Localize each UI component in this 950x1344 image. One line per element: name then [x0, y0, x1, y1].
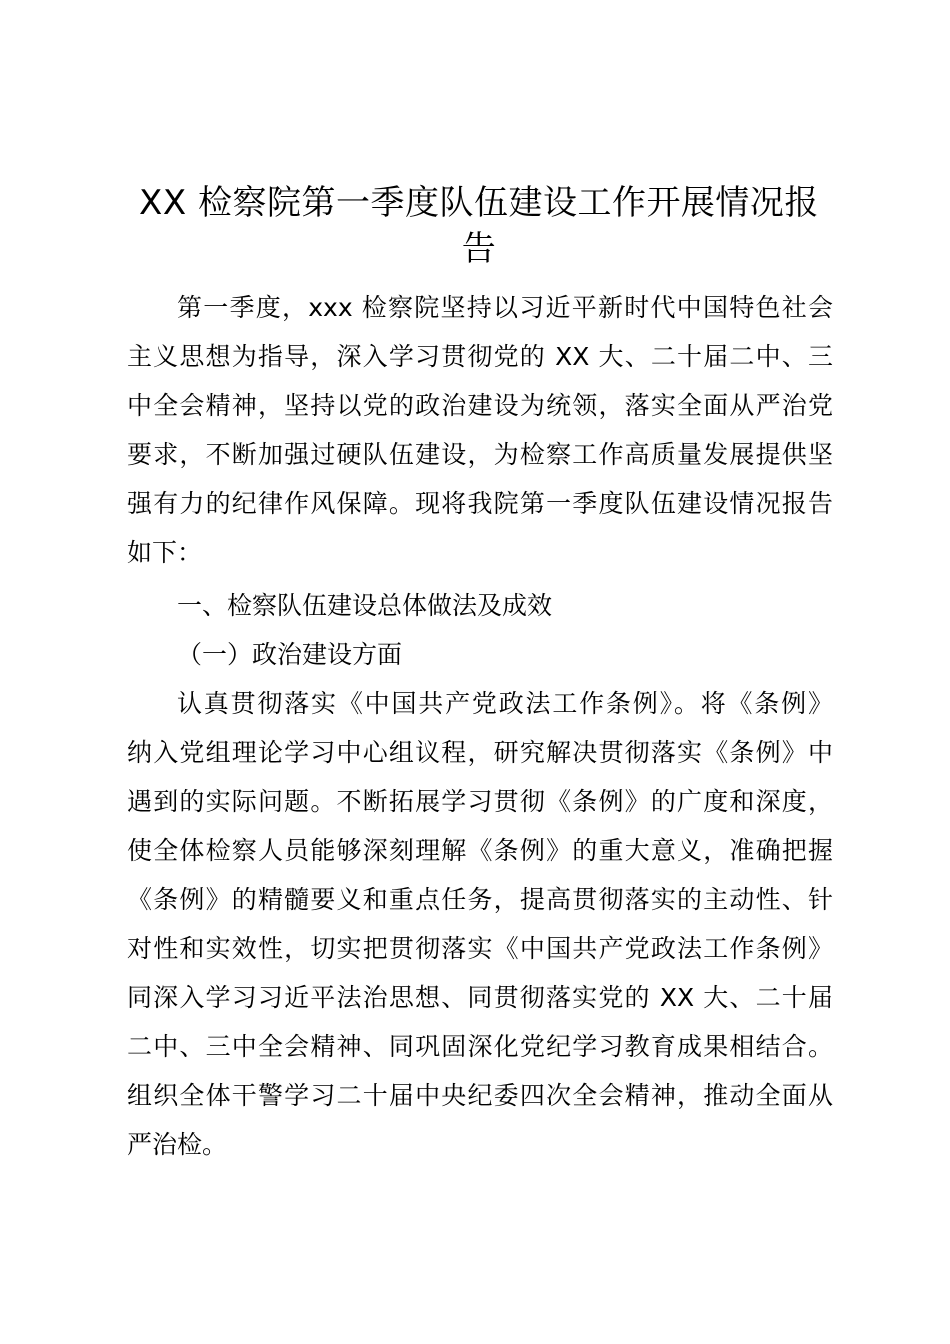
- paragraph-line: 要求，不断加强过硬队伍建设，为检察工作高质量发展提供坚: [127, 440, 833, 469]
- document-title: [120, 180, 838, 272]
- paragraph-line: 《条例》的精髓要义和重点任务，提高贯彻落实的主动性、针: [127, 885, 833, 914]
- subsection-heading-text: （一）政治建设方面: [177, 640, 403, 669]
- title-line-2: 告: [461, 229, 497, 269]
- section-heading-text: 一、检察队伍建设总体做法及成效: [177, 591, 553, 620]
- paragraph-line: 二中、三中全会精神、同巩固深化党纪学习教育成果相结合。: [127, 1032, 833, 1061]
- paragraph-line: 遇到的实际问题。不断拓展学习贯彻《条例》的广度和深度，: [127, 787, 833, 816]
- title-line-1: XX 检察院第一季度队伍建设工作开展情况报: [139, 183, 819, 223]
- subsection-heading: [127, 630, 833, 679]
- paragraph-line: 如下：: [127, 538, 203, 567]
- paragraph-line: 同深入学习习近平法治思想、同贯彻落实党的 XX 大、二十届: [127, 983, 833, 1012]
- intro-paragraph: [127, 283, 833, 577]
- paragraph-line: 认真贯彻落实《中国共产党政法工作条例》。将《条例》: [177, 689, 833, 718]
- section-heading: [127, 581, 833, 630]
- paragraph-line: 组织全体干警学习二十届中央纪委四次全会精神，推动全面从: [127, 1081, 833, 1110]
- paragraph-line: 第一季度，xxx 检察院坚持以习近平新时代中国特色社会: [177, 293, 833, 322]
- paragraph-line: 主义思想为指导，深入学习贯彻党的 XX 大、二十届二中、三: [127, 342, 833, 371]
- paragraph-line: 严治检。: [127, 1130, 228, 1159]
- paragraph-line: 对性和实效性，切实把贯彻落实《中国共产党政法工作条例》: [127, 934, 833, 963]
- paragraph-line: 强有力的纪律作风保障。现将我院第一季度队伍建设情况报告: [127, 489, 833, 518]
- body-paragraph: [127, 679, 833, 1169]
- paragraph-line: 纳入党组理论学习中心组议程，研究解决贯彻落实《条例》中: [127, 738, 833, 767]
- paragraph-line: 使全体检察人员能够深刻理解《条例》的重大意义，准确把握: [127, 836, 833, 865]
- paragraph-line: 中全会精神，坚持以党的政治建设为统领，落实全面从严治党: [127, 391, 833, 420]
